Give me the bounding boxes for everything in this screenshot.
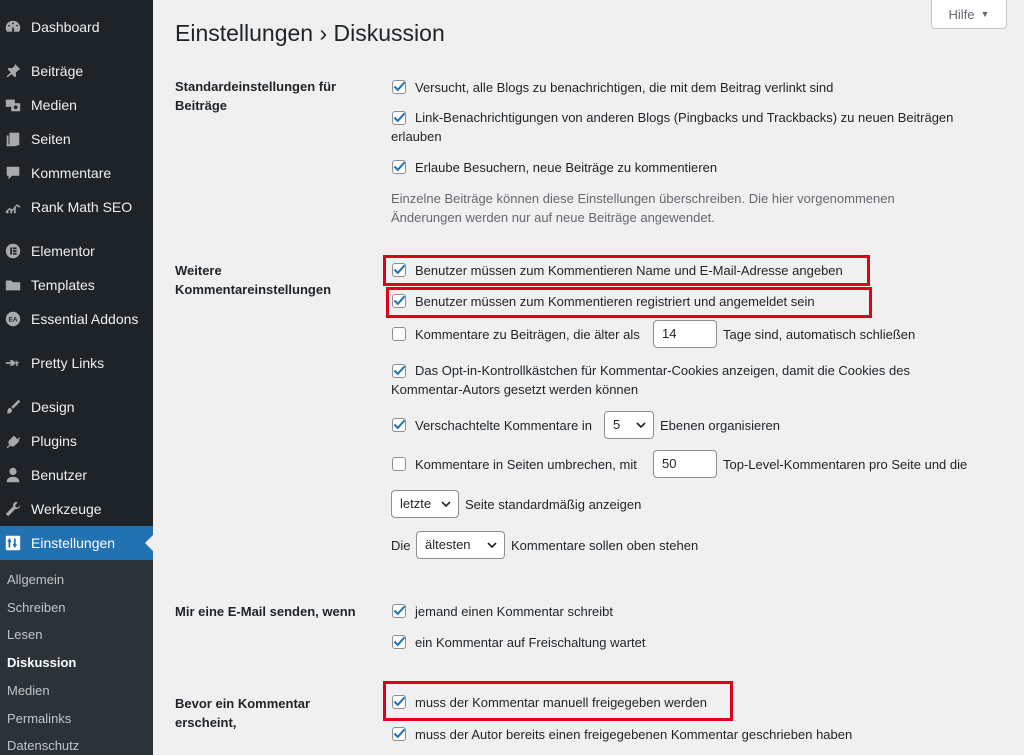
- menu-item-plugins[interactable]: [0, 424, 153, 458]
- check-icon: [391, 693, 408, 710]
- section-description: Einzelne Beiträge können diese Einstellungen überschreiben. Die hier vorgenommenen Änderungen werden nur auf neue Beiträge angewendet.: [391, 191, 895, 225]
- menu-item-dashboard[interactable]: [0, 10, 153, 44]
- option-notify-blogs[interactable]: [391, 78, 991, 98]
- option-label: Link-Benachrichtigungen von anderen Blogs (Pingbacks und Trackbacks) zu neuen Beiträgen erlauben: [391, 110, 954, 144]
- star-icon: [4, 354, 22, 372]
- chevron-down-icon: [486, 539, 498, 551]
- checkbox[interactable]: [392, 80, 406, 94]
- option-manual-approval[interactable]: [391, 693, 721, 713]
- folder-icon: [4, 276, 22, 294]
- option-label: Ebenen organisieren: [660, 418, 780, 433]
- page-title: Einstellungen › Diskussion: [175, 20, 445, 46]
- checkbox[interactable]: [392, 327, 406, 341]
- menu-item-templates[interactable]: [0, 268, 153, 302]
- option-label: Top-Level-Kommentaren pro Seite und die: [723, 457, 968, 472]
- option-allow-pingbacks[interactable]: [391, 108, 991, 148]
- admin-sidebar: [0, 0, 153, 755]
- chart-icon: [4, 198, 22, 216]
- option-label: muss der Autor bereits einen freigegebenen Kommentar geschrieben haben: [415, 727, 853, 742]
- option-email-new-comment[interactable]: [391, 602, 791, 622]
- svg-text:EA: EA: [8, 316, 18, 324]
- pin-icon: [4, 62, 22, 80]
- check-icon: [391, 633, 408, 650]
- check-icon: [391, 292, 408, 309]
- menu-item-pretty-links[interactable]: [0, 346, 153, 380]
- option-label: Erlaube Besuchern, neue Beiträge zu kommentieren: [415, 160, 718, 175]
- menu-item-users[interactable]: [0, 458, 153, 492]
- option-label: muss der Kommentar manuell freigegeben werden: [415, 695, 707, 710]
- checkbox[interactable]: [392, 604, 406, 618]
- option-label: Benutzer müssen zum Kommentieren Name und E-Mail-Adresse angeben: [415, 263, 843, 278]
- elementor-icon: [4, 242, 22, 260]
- help-tab-button[interactable]: [931, 0, 1007, 29]
- brush-icon: [4, 398, 22, 416]
- comment-icon: [4, 164, 22, 182]
- check-icon: [391, 261, 408, 278]
- settings-icon: [4, 534, 22, 552]
- checkbox[interactable]: [392, 418, 406, 432]
- menu-item-rank-math[interactable]: [0, 190, 153, 224]
- help-label: Hilfe: [948, 6, 975, 22]
- menu-item-settings[interactable]: [0, 526, 153, 560]
- check-icon: [391, 78, 408, 95]
- checkbox[interactable]: [392, 160, 406, 174]
- submenu-item-writing[interactable]: Schreiben: [7, 600, 66, 615]
- check-icon: [391, 416, 408, 433]
- menu-item-comments[interactable]: [0, 156, 153, 190]
- option-label: Kommentare sollen oben stehen: [511, 538, 699, 553]
- menu-label: Pretty Links: [31, 355, 105, 371]
- menu-label: Elementor: [31, 243, 95, 259]
- option-threaded-comments[interactable]: [391, 416, 611, 436]
- menu-label: Design: [31, 399, 75, 415]
- option-label: Benutzer müssen zum Kommentieren registriert und angemeldet sein: [415, 294, 815, 309]
- close-comments-days-input[interactable]: 14: [653, 320, 717, 348]
- media-icon: [4, 96, 22, 114]
- menu-label: Dashboard: [31, 19, 100, 35]
- option-label: Seite standardmäßig anzeigen: [465, 497, 642, 512]
- menu-label: Einstellungen: [31, 535, 116, 551]
- option-previously-approved[interactable]: [391, 725, 991, 745]
- pages-icon: [4, 130, 22, 148]
- active-menu-arrow: [145, 535, 153, 551]
- menu-item-design[interactable]: [0, 390, 153, 424]
- chevron-down-icon: [635, 419, 647, 431]
- check-icon: [391, 725, 408, 742]
- menu-item-elementor[interactable]: [0, 234, 153, 268]
- checkbox[interactable]: [392, 294, 406, 308]
- menu-label: Medien: [31, 97, 77, 113]
- menu-item-pages[interactable]: [0, 122, 153, 156]
- section-label-email-me: Mir eine E-Mail senden, wenn: [175, 604, 356, 619]
- select-value: letzte: [400, 496, 432, 511]
- menu-label: Essential Addons: [31, 311, 139, 327]
- menu-label: Templates: [31, 277, 95, 293]
- check-icon: [391, 158, 408, 175]
- caret-down-icon: ▼: [980, 9, 990, 19]
- option-allow-comments[interactable]: [391, 158, 991, 178]
- option-label: Die: [391, 538, 411, 553]
- menu-label: Benutzer: [31, 467, 88, 483]
- option-label: jemand einen Kommentar schreibt: [415, 604, 613, 619]
- dashboard-icon: [4, 18, 22, 36]
- menu-label: Plugins: [31, 433, 77, 449]
- option-label: Versucht, alle Blogs zu benachrichtigen, die mit dem Beitrag verlinkt sind: [415, 80, 834, 95]
- submenu-item-permalinks[interactable]: Permalinks: [7, 711, 72, 726]
- option-label: ein Kommentar auf Freischaltung wartet: [415, 635, 646, 650]
- option-page-comments[interactable]: [391, 455, 651, 475]
- checkbox[interactable]: [392, 635, 406, 649]
- plug-icon: [4, 432, 22, 450]
- checkbox[interactable]: [392, 457, 406, 471]
- menu-label: Werkzeuge: [31, 501, 102, 517]
- option-label: Verschachtelte Kommentare in: [415, 418, 593, 433]
- option-label: Tage sind, automatisch schließen: [723, 327, 916, 342]
- option-cookies-optin[interactable]: [391, 361, 991, 401]
- menu-item-essential-addons[interactable]: [0, 302, 153, 336]
- checkbox[interactable]: [392, 695, 406, 709]
- menu-label: Kommentare: [31, 165, 112, 181]
- comments-per-page-input[interactable]: 50: [653, 450, 717, 478]
- menu-label: Beiträge: [31, 63, 84, 79]
- option-require-registration[interactable]: [391, 292, 871, 312]
- option-email-moderation[interactable]: [391, 633, 791, 653]
- section-label-other-comment-settings: Weitere Kommentareinstellungen: [175, 263, 332, 297]
- thread-depth-select[interactable]: [604, 411, 654, 439]
- select-value: ältesten: [425, 537, 471, 552]
- submenu-item-privacy[interactable]: Datenschutz: [7, 738, 80, 753]
- section-label-before-comment-appears: Bevor ein Kommentar erscheint,: [175, 696, 311, 730]
- option-label: Kommentare in Seiten umbrechen, mit: [415, 457, 637, 472]
- submenu-item-media[interactable]: Medien: [7, 683, 50, 698]
- ea-icon: [4, 310, 22, 328]
- submenu-item-discussion[interactable]: Diskussion: [7, 655, 77, 670]
- submenu-item-reading[interactable]: Lesen: [7, 627, 43, 642]
- default-page-select[interactable]: [391, 490, 459, 518]
- menu-label: Seiten: [31, 131, 71, 147]
- checkbox[interactable]: [392, 263, 406, 277]
- menu-item-media[interactable]: [0, 88, 153, 122]
- menu-item-posts[interactable]: [0, 54, 153, 88]
- option-require-name-email[interactable]: [391, 261, 871, 281]
- section-label-default-settings: Standardeinstellungen für Beiträge: [175, 79, 337, 113]
- menu-item-tools[interactable]: [0, 492, 153, 526]
- check-icon: [391, 602, 408, 619]
- comment-order-select[interactable]: [416, 531, 505, 559]
- option-label: Kommentare zu Beiträgen, die älter als: [415, 327, 640, 342]
- checkbox[interactable]: [392, 727, 406, 741]
- settings-submenu: [0, 560, 153, 755]
- user-icon: [4, 466, 22, 484]
- submenu-item-general[interactable]: Allgemein: [7, 572, 65, 587]
- option-label: Das Opt-in-Kontrollkästchen für Kommentar-Cookies anzeigen, damit die Cookies des Kommentar-Autors gesetzt werden können: [391, 363, 910, 397]
- select-value: 5: [613, 417, 621, 432]
- chevron-down-icon: [440, 498, 452, 510]
- menu-label: Rank Math SEO: [31, 199, 133, 215]
- wrench-icon: [4, 500, 22, 518]
